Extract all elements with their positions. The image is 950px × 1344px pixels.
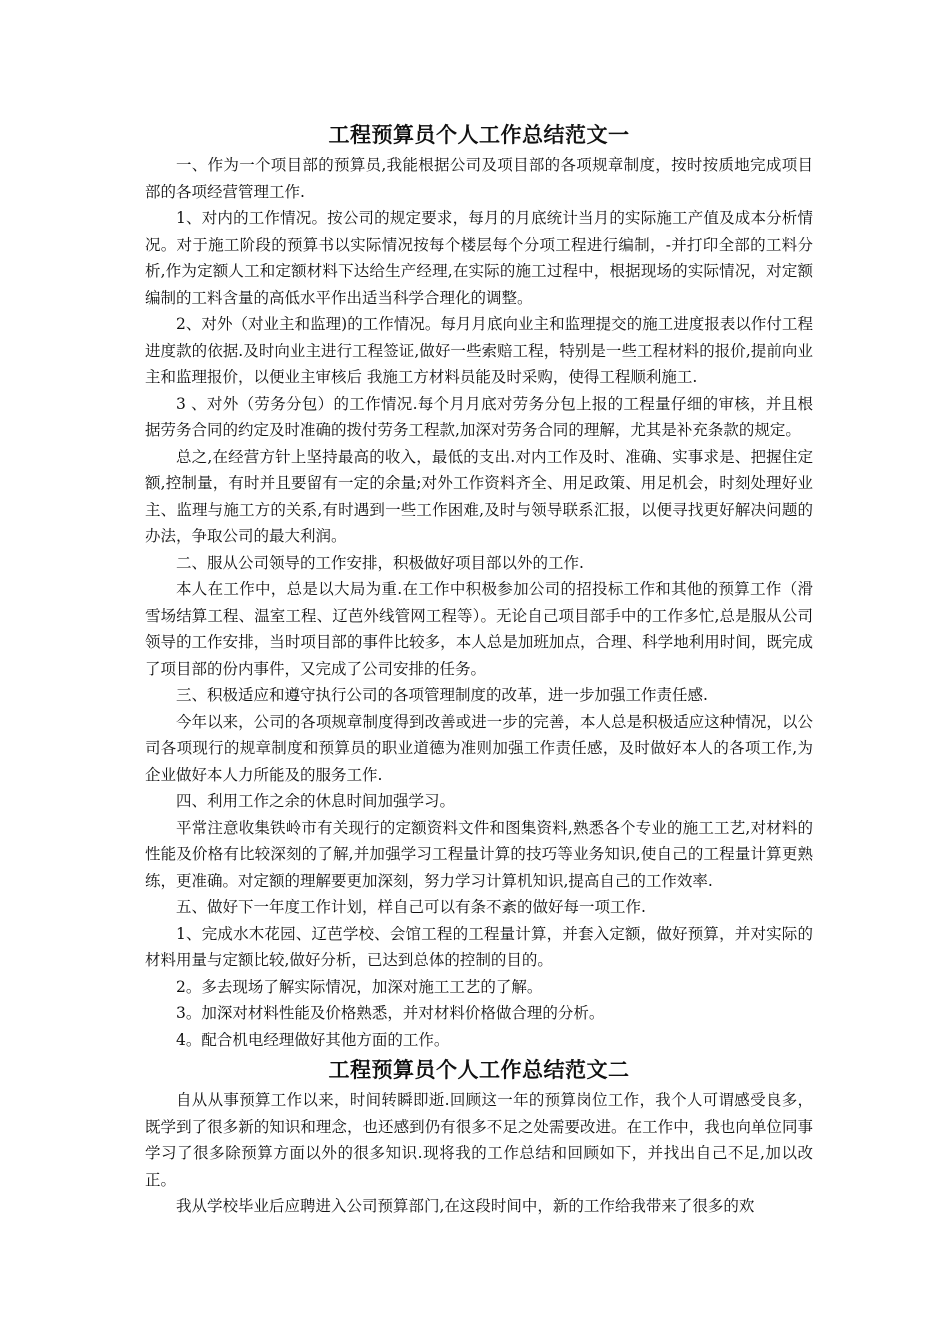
paragraph: 3 、对外（劳务分包）的工作情况.每个月月底对劳务分包上报的工程量仔细的审核，并且根据劳务合同的约定及时准确的拨付劳务工程款,加深对劳务合同的理解，尤其是补充条款的规定。 — [145, 394, 813, 439]
paragraph: 总之,在经营方针上坚持最高的收入，最低的支出.对内工作及时、准确、实事求是、把握住定额,控制量，有时并且要留有一定的余量;对外工作资料齐全、用足政策、用足机会，时刻处理好业主、监理与施工方的关系,有时遇到一些工作困难,及时与领导联系汇报，以便寻找更好解决问题的办法，争取公司的最大利润。 — [145, 447, 813, 545]
paragraph: 今年以来，公司的各项规章制度得到改善或进一步的完善，本人总是积极适应这种情况，以公司各项现行的规章制度和预算员的职业道德为准则加强工作责任感，及时做好本人的各项工作,为企业做好本人力所能及的服务工作. — [145, 712, 813, 784]
document-title-2: 工程预算员个人工作总结范文二 — [328, 1058, 630, 1082]
plan-item: 3。加深对材料性能及价格熟悉，并对材料价格做合理的分析。 — [176, 1004, 605, 1022]
document-page — [145, 118, 813, 1220]
paragraph: 我从学校毕业后应聘进入公司预算部门,在这段时间中，新的工作给我带来了很多的欢 — [176, 1197, 755, 1215]
paragraph: 本人在工作中，总是以大局为重.在工作中积极参加公司的招投标工作和其他的预算工作（滑雪场结算工程、温室工程、辽芭外线管网工程等）。无论自己项目部手中的工作多忙,总是服从公司领导的工作安排，当时项目部的事件比较多，本人总是加班加点，合理、科学地利用时间，既完成了项目部的份内事件，又完成了公司安排的任务。 — [145, 580, 813, 678]
section-heading: 五、做好下一年度工作计划，样自己可以有条不紊的做好每一项工作. — [176, 898, 646, 916]
paragraph: 平常注意收集铁岭市有关现行的定额资料文件和图集资料,熟悉各个专业的施工工艺,对材料的性能及价格有比较深刻的了解,并加强学习工程量计算的技巧等业务知识,使自己的工程量计算更熟练，更准确。对定额的理解要更加深刻，努力学习计算机知识,提高自己的工作效率. — [145, 818, 813, 890]
paragraph: 1、对内的工作情况。按公司的规定要求，每月的月底统计当月的实际施工产值及成本分析情况。对于施工阶段的预算书以实际情况按每个楼层每个分项工程进行编制，-并打印全部的工料分析,作为定额人工和定额材料下达给生产经理,在实际的施工过程中，根据现场的实际情况，对定额编制的工料含量的高低水平作出适当科学合理化的调整。 — [145, 209, 813, 307]
paragraph: 2、对外（对业主和监理)的工作情况。每月月底向业主和监理提交的施工进度报表以作付工程进度款的依据.及时向业主进行工程签证,做好一些索赔工程，特别是一些工程材料的报价,提前向业主和监理报价，以便业主审核后 我施工方材料员能及时采购，使得工程顺利施工. — [145, 315, 813, 386]
section-heading: 四、利用工作之余的休息时间加强学习。 — [176, 792, 456, 810]
paragraph: 一、作为一个项目部的预算员,我能根据公司及项目部的各项规章制度，按时按质地完成项目部的各项经营管理工作. — [145, 156, 813, 201]
section-heading: 二、服从公司领导的工作安排，积极做好项目部以外的工作. — [176, 553, 584, 572]
section-heading: 三、积极适应和遵守执行公司的各项管理制度的改革，进一步加强工作责任感. — [176, 686, 708, 704]
plan-item: 2。多去现场了解实际情况，加深对施工工艺的了解。 — [176, 977, 543, 996]
document-title-1: 工程预算员个人工作总结范文一 — [328, 123, 630, 147]
plan-item: 1、完成水木花园、辽芭学校、会馆工程的工程量计算，并套入定额，做好预算，并对实际的材料用量与定额比较,做好分析，已达到总体的控制的目的。 — [145, 924, 813, 969]
paragraph: 自从从事预算工作以来，时间转瞬即逝.回顾这一年的预算岗位工作，我个人可谓感受良多，既学到了很多新的知识和理念，也还感到仍有很多不足之处需要改进。在工作中，我也向单位同事学习了很多除预算方面以外的很多知识.现将我的工作总结和回顾如下，并找出自己不足,加以改正。 — [145, 1091, 813, 1189]
plan-item: 4。配合机电经理做好其他方面的工作。 — [176, 1030, 450, 1049]
